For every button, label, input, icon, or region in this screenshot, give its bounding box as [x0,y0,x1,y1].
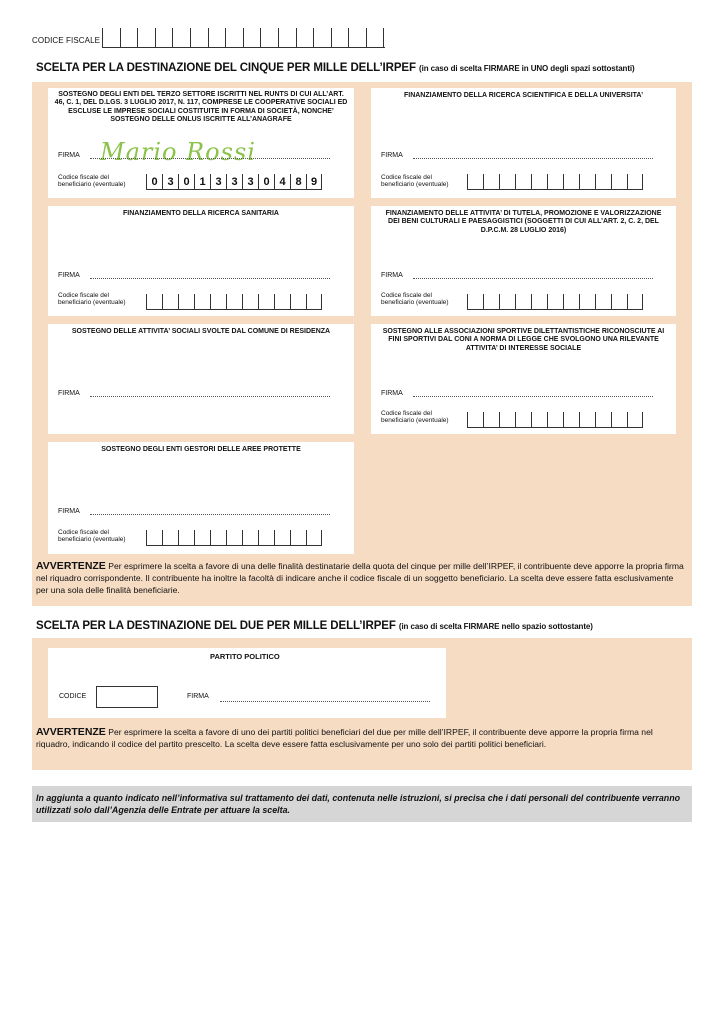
box-title: SOSTEGNO DELLE ATTIVITA’ SOCIALI SVOLTE DAL COMUNE DI RESIDENZA [71,328,331,335]
cf-digit: 1 [194,174,210,190]
cf-digit: 0 [178,174,194,190]
cinque-title-sub: (in caso di scelta FIRMARE in UNO degli spazi sottostanti) [419,64,635,73]
cf-label-line2: beneficiario (eventuale) [58,299,126,307]
cf-label-line2: beneficiario (eventuale) [381,417,449,425]
box-aree-protette[interactable] [48,442,354,554]
box-comune-residenza[interactable] [48,324,354,434]
firma-label: FIRMA [187,693,209,700]
cf-digit: 3 [210,174,226,190]
codice-label: CODICE [59,693,87,700]
privacy-note-text: In aggiunta a quanto indicato nell’informativa sul trattamento dei dati, contenuta nelle istruzioni, si precisa che i dati personali del contribuente verranno utilizzati solo dall’Agenzia delle Entrate per attuare la scelta. [36,793,681,815]
box-ricerca-scientifica[interactable] [371,88,676,198]
cinque-title-main: SCELTA PER LA DESTINAZIONE DEL CINQUE PER MILLE DELL’IRPEF [36,62,416,74]
cf-beneficiario-label [381,174,449,189]
cf-beneficiario-label [381,292,449,307]
cf-underline [467,309,643,310]
box-title: FINANZIAMENTO DELLA RICERCA SCIENTIFICA E DELLA UNIVERSITA’ [403,92,644,99]
avvertenze-label: AVVERTENZE [36,726,106,738]
cf-digit: 3 [226,174,242,190]
cf-beneficiario-label [58,529,126,544]
firma-row [381,272,653,279]
cf-digit: 0 [258,174,274,190]
due-per-mille-title [36,620,593,632]
cf-label-line1: Codice fiscale del [381,174,432,181]
firma-label: FIRMA [58,152,80,159]
box-title: SOSTEGNO DEGLI ENTI DEL TERZO SETTORE ISCRITTI NEL RUNTS DI CUI ALL’ART. 46, C. 1, DEL D.LGS. 3 LUGLIO 2017, N. 117, COMPRESE LE COOPERATIVE SOCIALI ED ESCLUSE LE IMPRESE SOCIALI COSTITUITE IN FORMA DI SOCIETÀ, NONCHE’ SOSTEGNO DELLE ONLUS ISCRITTE ALL’ANAGRAFE [54,91,348,124]
cf-beneficiario-input[interactable] [146,294,322,310]
cf-beneficiario-input[interactable] [146,530,322,546]
avvertenze-text: Per esprimere la scelta a favore di uno dei partiti politici beneficiari del due per mille dell’IRPEF, il contribuente deve apporre la propria firma nel riquadro, indicando il codice del partito prescelto. La scelta deve essere fatta esclusivamente per uno solo dei partiti politici beneficiari. [36,727,653,749]
box-associazioni-sportive[interactable] [371,324,676,434]
cf-underline [146,309,322,310]
box-title: SOSTEGNO ALLE ASSOCIAZIONI SPORTIVE DILETTANTISTICHE RICONOSCIUTE AI FINI SPORTIVI DAL CONI A NORMA DI LEGGE CHE SVOLGONO UNA RILEVANTE ATTIVITA’ DI INTERESSE SOCIALE [382,328,665,352]
due-title-sub: (in caso di scelta FIRMARE nello spazio sottostante) [398,622,593,631]
firma-row [381,390,653,397]
firma-field[interactable] [220,701,430,702]
codice-fiscale-label: CODICE FISCALE [32,36,101,45]
box-ricerca-sanitaria[interactable] [48,206,354,316]
cf-digit: 0 [146,174,162,190]
cf-label-line1: Codice fiscale del [58,292,109,299]
cf-beneficiario-input[interactable] [467,294,643,310]
firma-field[interactable] [413,395,653,397]
box-title: FINANZIAMENTO DELLE ATTIVITA’ DI TUTELA, PROMOZIONE E VALORIZZAZIONE DEI BENI CULTURALI E PAESAGGISTICI (SOGGETTI DI CUI ALL’ART. 2, C. 2, DEL D.P.C.M. 28 LUGLIO 2016) [385,210,662,234]
signature: Mario Rossi [100,138,256,166]
firma-field[interactable] [90,157,330,159]
cf-label-line1: Codice fiscale del [58,529,109,536]
firma-row [58,152,330,159]
cf-label-line1: Codice fiscale del [381,292,432,299]
box-title: FINANZIAMENTO DELLA RICERCA SANITARIA [123,210,279,217]
cf-label-line2: beneficiario (eventuale) [381,181,449,189]
firma-label: FIRMA [58,508,80,515]
partito-politico-title: PARTITO POLITICO [210,652,280,661]
cf-label-line2: beneficiario (eventuale) [58,181,126,189]
firma-row [58,390,330,397]
codice-fiscale-input[interactable] [102,28,384,48]
firma-label: FIRMA [381,390,403,397]
avvertenze-cinque [36,560,688,596]
cf-underline [467,189,643,190]
cf-digit: 4 [274,174,290,190]
firma-label: FIRMA [58,272,80,279]
firma-label: FIRMA [381,272,403,279]
cf-digit: 9 [306,174,322,190]
cinque-per-mille-title [36,62,635,74]
avvertenze-text: Per esprimere la scelta a favore di una delle finalità destinatarie della quota del cinque per mille dell’IRPEF, il contribuente deve apporre la propria firma nel riquadro corrispondente. Il contribuente ha inoltre la facoltà di indicare anche il codice fiscale di un soggetto beneficiario. La scelta deve essere fatta esclusivamente per una sola delle finalità beneficiarie. [36,561,684,595]
cf-beneficiario-label [58,174,126,189]
firma-row [58,272,330,279]
box-title: SOSTEGNO DEGLI ENTI GESTORI DELLE AREE PROTETTE [101,446,301,453]
firma-row [58,508,330,515]
firma-field[interactable] [90,277,330,279]
cf-label-line2: beneficiario (eventuale) [381,299,449,307]
cf-label-line1: Codice fiscale del [58,174,109,181]
cf-underline [146,545,322,546]
firma-field[interactable] [413,277,653,279]
codice-partito-input[interactable] [96,686,158,708]
box-terzo-settore[interactable] [48,88,354,198]
cf-digit: 8 [290,174,306,190]
cf-digit: 3 [162,174,178,190]
due-title-main: SCELTA PER LA DESTINAZIONE DEL DUE PER MILLE DELL’IRPEF [36,620,396,632]
firma-label: FIRMA [381,152,403,159]
cf-beneficiario-label [381,410,449,425]
cf-digit: 3 [242,174,258,190]
cf-beneficiario-input[interactable] [467,412,643,428]
avvertenze-label: AVVERTENZE [36,560,106,572]
cf-underline [467,427,643,428]
codice-fiscale-underline [102,47,385,48]
cf-beneficiario-input[interactable] [467,174,643,190]
cf-label-line2: beneficiario (eventuale) [58,536,126,544]
firma-label: FIRMA [58,390,80,397]
avvertenze-due [36,726,688,750]
firma-field[interactable] [90,395,330,397]
cf-underline [146,189,322,190]
cf-beneficiario-label [58,292,126,307]
cf-beneficiario-input[interactable] [146,174,322,190]
firma-field[interactable] [90,513,330,515]
cf-label-line1: Codice fiscale del [381,410,432,417]
firma-field[interactable] [413,157,653,159]
firma-row [381,152,653,159]
box-beni-culturali[interactable] [371,206,676,316]
